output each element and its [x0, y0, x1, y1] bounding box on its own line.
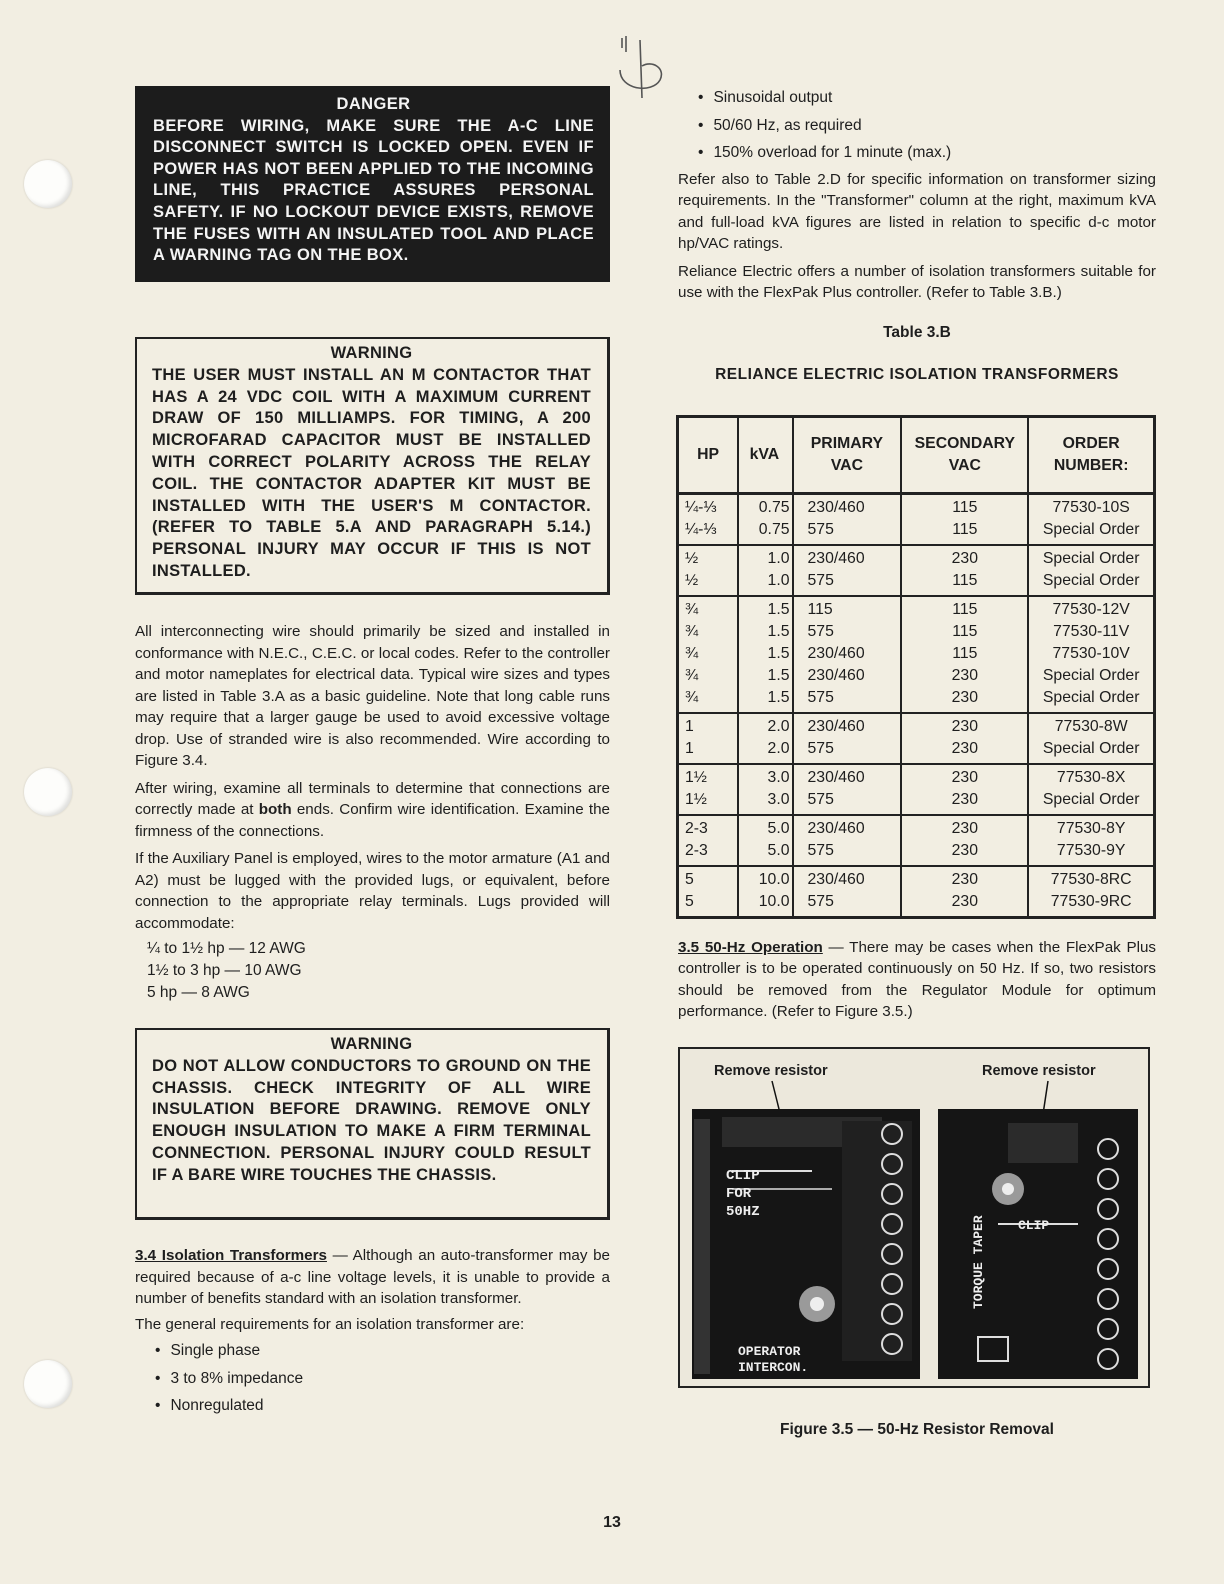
board-left-label-for: FOR [726, 1185, 752, 1202]
cell-value: 77530-8W [1054, 717, 1128, 735]
cell-value: 575 [807, 739, 834, 757]
cell-value: ½ [685, 571, 699, 589]
cell-order [1028, 815, 1154, 866]
cell-value: 1.5 [767, 644, 790, 662]
cell-value: 115 [952, 498, 978, 516]
cell-value: 1.5 [767, 688, 790, 706]
board-photo-left [692, 1109, 920, 1379]
cell-value: 230/460 [807, 498, 865, 516]
cell-kva [738, 815, 792, 866]
header-hp: HP [678, 416, 739, 493]
cell-value: ¾ [685, 688, 699, 706]
cell-hp [678, 764, 739, 815]
cell-value: 230 [951, 666, 978, 684]
cell-secondary [901, 493, 1028, 545]
cell-value: 115 [952, 622, 978, 640]
cell-value: 1½ [685, 768, 707, 786]
table-caption: Table 3.B [883, 323, 951, 341]
paragraph-wire-sizing: All interconnecting wire should primarily be sized and installed in conformance with N.E.C., C.E.C. or local codes. Refer to the controller and motor nameplates for electrical data. Typical wire sizes and types are listed in Table 3.A as a basic guideline. Note that long cable runs may require that a larger gauge be used to avoid excessive voltage drop. Use of stranded wire is also recommended. Wire according to Figure 3.4. [135, 623, 610, 769]
board-left-label-operator: OPERATOR [738, 1343, 801, 1359]
requirements-list-left [135, 1337, 610, 1420]
board-right-label-clip: CLIP [1018, 1217, 1050, 1233]
header-primary [793, 416, 902, 493]
lug-item: 1½ to 3 hp — 10 AWG [147, 962, 302, 979]
cell-secondary [901, 764, 1028, 815]
cell-value: 2.0 [767, 717, 790, 735]
header-secondary-label: SECONDARY VAC [914, 434, 1015, 474]
section-heading: 3.4 Isolation Transformers [135, 1247, 327, 1264]
cell-value: 230 [951, 790, 978, 808]
table-header-row [678, 416, 1155, 493]
label-remove-resistor-right: Remove resistor [982, 1062, 1096, 1079]
header-primary-label: PRIMARY VAC [810, 434, 884, 474]
table-row [678, 815, 1155, 866]
warning-text: DO NOT ALLOW CONDUCTORS TO GROUND ON THE CHASSIS. CHECK INTEGRITY OF ALL WIRE INSULATION BEFORE DRAWING. REMOVE ONLY ENOUGH INSULATION TO MAKE A FIRM TERMINAL CONNECTION. PERSONAL INJURY COULD RESULT IF A BARE WIRE TOUCHES THE CHASSIS. [152, 1056, 591, 1184]
cell-value: 77530-8X [1056, 768, 1126, 786]
cell-value: 77530-9Y [1056, 841, 1126, 859]
cell-value: ¾ [685, 666, 699, 684]
cell-value: Special Order [1042, 571, 1140, 589]
cell-value: 3.0 [767, 790, 790, 808]
board-right-graphic [938, 1109, 1138, 1379]
cell-order [1028, 596, 1154, 713]
board-photo-right [938, 1109, 1138, 1379]
danger-text: BEFORE WIRING, MAKE SURE THE A-C LINE DISCONNECT SWITCH IS LOCKED OPEN. EVEN IF POWER HAS NOT BEEN APPLIED TO THE INCOMING LINE, THIS PRACTICE ASSURES PERSONAL SAFETY. IF NO LOCKOUT DEVICE EXISTS, REMOVE THE FUSES WITH AN INSULATED TOOL AND PLACE A WARNING TAG ON THE BOX. [153, 116, 594, 265]
paragraph-text: After wiring, examine all terminals to determine that connections are correctly made at [135, 779, 610, 818]
cell-value: 10.0 [758, 892, 790, 910]
cell-secondary [901, 815, 1028, 866]
cell-primary [793, 493, 902, 545]
cell-order [1028, 764, 1154, 815]
warning-title: WARNING [330, 1035, 413, 1053]
cell-value: 575 [807, 622, 834, 640]
cell-value: 115 [952, 520, 978, 538]
right-column [678, 84, 1156, 1439]
cell-value: 575 [807, 688, 834, 706]
requirement-item: • 150% overload for 1 minute (max.) [698, 139, 1156, 167]
cell-value: 230/460 [807, 870, 865, 888]
board-left-label-50hz: 50HZ [726, 1203, 760, 1220]
cell-value: 1½ [685, 790, 707, 808]
cell-primary [793, 713, 902, 764]
cell-value: 77530-11V [1053, 622, 1130, 640]
warning-box-contactor [135, 337, 610, 595]
cell-value: 230/460 [807, 644, 865, 662]
cell-value: 0.75 [758, 520, 790, 538]
table-group [678, 596, 1155, 713]
cell-value: 5.0 [767, 819, 790, 837]
label-remove-resistor-left: Remove resistor [714, 1062, 828, 1079]
cell-value: 115 [807, 600, 833, 618]
danger-box [135, 86, 610, 282]
cell-value: 230 [951, 768, 978, 786]
cell-value: 2-3 [685, 841, 708, 859]
cell-hp [678, 713, 739, 764]
cell-value: 575 [807, 790, 834, 808]
cell-value: 230/460 [807, 768, 865, 786]
cell-order [1028, 493, 1154, 545]
board-left-label-clip: CLIP [726, 1167, 760, 1184]
cell-kva [738, 764, 792, 815]
cell-kva [738, 596, 792, 713]
cell-value: 115 [952, 644, 978, 662]
cell-value: 77530-8Y [1056, 819, 1126, 837]
figure-resistor-removal [678, 1047, 1150, 1388]
cell-value: 2-3 [685, 819, 708, 837]
cell-value: Special Order [1042, 549, 1140, 567]
table-group [678, 713, 1155, 764]
cell-hp [678, 866, 739, 918]
cell-value: 230 [951, 717, 978, 735]
cell-value: 575 [807, 520, 834, 538]
table-row [678, 545, 1155, 596]
board-right-label-torque-taper: TORQUE TAPER [971, 1214, 986, 1309]
cell-value: Special Order [1042, 739, 1140, 757]
danger-title: DANGER [336, 95, 411, 113]
cell-hp [678, 596, 739, 713]
cell-value: ¼-⅓ [685, 498, 717, 516]
left-column [135, 86, 610, 1420]
cell-order [1028, 866, 1154, 918]
cell-primary [793, 764, 902, 815]
table-row [678, 866, 1155, 918]
cell-primary [793, 815, 902, 866]
cell-value: 575 [807, 571, 834, 589]
cell-value: 230 [951, 892, 978, 910]
section-heading: 3.5 50-Hz Operation [678, 938, 823, 956]
warning-text: THE USER MUST INSTALL AN M CONTACTOR THAT HAS A 24 VDC COIL WITH A MAXIMUM CURRENT DRAW OF 150 MILLIAMPS. FOR TIMING, A 200 MICROFARAD CAPACITOR MUST BE INSTALLED WITH CORRECT POLARITY ACROSS THE RELAY COIL. THE CONTACTOR ADAPTER KIT MUST BE INSTALLED WITH THE USER'S M CONTACTOR. (REFER TO TABLE 5.A AND PARAGRAPH 5.14.) PERSONAL INJURY MAY OCCUR IF THIS IS NOT INSTALLED. [152, 365, 591, 580]
cell-hp [678, 545, 739, 596]
cell-value: 230 [951, 549, 978, 567]
cell-value: 1 [685, 717, 694, 735]
cell-value: ¾ [685, 622, 699, 640]
cell-secondary [901, 545, 1028, 596]
cell-value: 230 [951, 841, 978, 859]
handwritten-mark [612, 30, 672, 102]
requirement-item: • Sinusoidal output [698, 84, 1156, 112]
cell-value: 77530-10V [1052, 644, 1130, 662]
table-row [678, 493, 1155, 545]
cell-primary [793, 866, 902, 918]
section-text: — Although an auto-transformer may be required because of a-c line voltage levels, it is unable to provide a number of benefits standard with an isolation transformer. [135, 1247, 610, 1307]
lug-item: 5 hp — 8 AWG [147, 984, 250, 1001]
requirement-item: • 3 to 8% impedance [155, 1365, 610, 1393]
cell-value: 2.0 [767, 739, 790, 757]
transformer-table [676, 415, 1156, 919]
paragraph-after-wiring [135, 778, 610, 843]
page-number: 13 [603, 1514, 621, 1531]
header-secondary [901, 416, 1028, 493]
cell-value: 3.0 [767, 768, 790, 786]
section-3-5 [678, 937, 1156, 1023]
cell-value: 77530-8RC [1050, 870, 1132, 888]
cell-value: 10.0 [758, 870, 790, 888]
cell-order [1028, 713, 1154, 764]
cell-value: 1.5 [767, 666, 790, 684]
cell-value: 115 [952, 600, 978, 618]
cell-value: Special Order [1042, 666, 1140, 684]
cell-value: 1.5 [767, 600, 790, 618]
requirement-item: • Nonregulated [155, 1392, 610, 1420]
cell-value: 0.75 [758, 498, 790, 516]
board-left-label-intercon: INTERCON. [738, 1359, 809, 1375]
lug-list [147, 938, 610, 1004]
paragraph-refer-table: Refer also to Table 2.D for specific information on transformer sizing requirements. In the "Transformer" column at the right, maximum kVA and full-load kVA figures are listed in relation to specific d-c motor hp/VAC ratings. [678, 170, 1156, 252]
cell-value: Special Order [1042, 790, 1140, 808]
cell-value: 230/460 [807, 666, 865, 684]
requirement-item: • Single phase [155, 1337, 610, 1365]
lug-item: ¼ to 1½ hp — 12 AWG [147, 940, 306, 957]
cell-value: ¼-⅓ [685, 520, 717, 538]
cell-value: ½ [685, 549, 699, 567]
cell-value: 77530-9RC [1050, 892, 1132, 910]
table-row [678, 596, 1155, 713]
cell-value: 230 [951, 870, 978, 888]
cell-value: 5.0 [767, 841, 790, 859]
section-3-4 [135, 1245, 610, 1310]
cell-secondary [901, 596, 1028, 713]
requirements-list-right [678, 84, 1156, 167]
cell-value: 1.5 [767, 622, 790, 640]
cell-value: 575 [807, 841, 834, 859]
header-order-label: ORDER NUMBER: [1053, 434, 1129, 474]
cell-value: 230 [951, 688, 978, 706]
emphasis-both: both [258, 801, 292, 818]
requirement-item: • 50/60 Hz, as required [698, 112, 1156, 140]
warning-title: WARNING [330, 344, 413, 362]
cell-hp [678, 815, 739, 866]
cell-value: ¾ [685, 644, 699, 662]
cell-primary [793, 545, 902, 596]
general-requirements: The general requirements for an isolation transformer are: [135, 1315, 525, 1333]
cell-value: 230 [951, 819, 978, 837]
cell-secondary [901, 713, 1028, 764]
header-order [1028, 416, 1154, 493]
paragraph-auxiliary-panel: If the Auxiliary Panel is employed, wires to the motor armature (A1 and A2) must be lugged with the provided lugs, or equivalent, before connection to the appropriate relay terminals. Lugs provided will accommodate: [135, 850, 610, 932]
cell-value: ¾ [685, 600, 699, 618]
cell-value: 1.0 [767, 549, 790, 567]
cell-value: 230/460 [807, 819, 865, 837]
table-group [678, 815, 1155, 866]
figure-caption: Figure 3.5 — 50-Hz Resistor Removal [780, 1420, 1054, 1438]
cell-value: 5 [685, 892, 694, 910]
table-row [678, 713, 1155, 764]
warning-box-conductors [135, 1028, 610, 1220]
punch-hole-top [24, 160, 72, 208]
cell-value: 1 [685, 739, 694, 757]
cell-kva [738, 493, 792, 545]
cell-kva [738, 866, 792, 918]
table-group [678, 866, 1155, 918]
cell-value: 230/460 [807, 717, 865, 735]
cell-value: 230/460 [807, 549, 865, 567]
table-group [678, 545, 1155, 596]
cell-order [1028, 545, 1154, 596]
cell-value: Special Order [1042, 688, 1140, 706]
paragraph-reliance: Reliance Electric offers a number of isolation transformers suitable for use with the FlexPak Plus controller. (Refer to Table 3.B.) [678, 262, 1156, 301]
cell-secondary [901, 866, 1028, 918]
table-title: RELIANCE ELECTRIC ISOLATION TRANSFORMERS [715, 365, 1119, 383]
cell-value: 575 [807, 892, 834, 910]
cell-primary [793, 596, 902, 713]
cell-value: 115 [952, 571, 978, 589]
punch-hole-bottom [24, 1360, 72, 1408]
section-text: — There may be cases when the FlexPak Plus controller is to be operated continuously on 50 Hz. If so, two resistors should be removed from the Regulator Module for optimum performance. (Refer to Figure 3.5.) [678, 938, 1157, 1020]
header-kva: kVA [738, 416, 792, 493]
table-group [678, 493, 1155, 545]
punch-hole-middle [24, 768, 72, 816]
cell-value: 77530-10S [1052, 498, 1130, 516]
cell-value: 77530-12V [1052, 600, 1130, 618]
cell-value: Special Order [1042, 520, 1140, 538]
cell-kva [738, 545, 792, 596]
table-row [678, 764, 1155, 815]
cell-value: 1.0 [767, 571, 790, 589]
paragraph-text: ends. Confirm wire identification. Examine the firmness of the connections. [135, 801, 610, 840]
cell-hp [678, 493, 739, 545]
cell-value: 230 [951, 739, 978, 757]
board-left-graphic [692, 1109, 920, 1379]
table-group [678, 764, 1155, 815]
cell-kva [738, 713, 792, 764]
cell-value: 5 [685, 870, 694, 888]
